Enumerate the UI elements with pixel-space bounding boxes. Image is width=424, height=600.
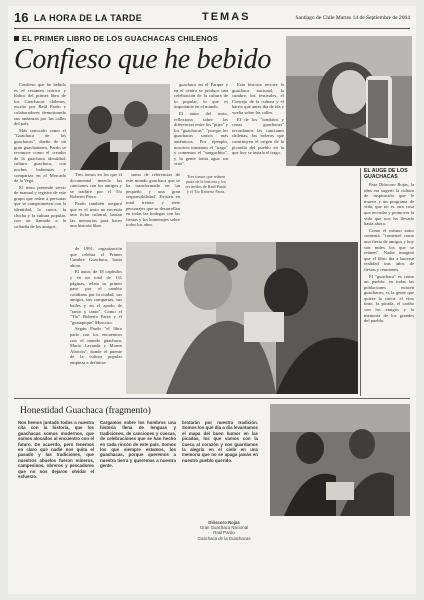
- poem-column-2: Cargamos sobre los hombros una historia llena de lenguas y tradiciones, de canciones y cuecas, de celebraciones que se han hecho en cada rincón de este país. Somos los que siempre estamos, los guachacas, porque queremos a nuestra tierra y queremos a nuestra gente.: [100, 420, 176, 469]
- paragraph: sumo de referencias de este mundo guachaca que se ha transformado en 'un pequeño y una gran responsabilidad'. Existen en total treinta y siete personajes que se desarrollan en todas las bodegas con las fiestas y los homenajes sobre todos los años.: [126, 172, 180, 228]
- article-column-6: [232, 82, 284, 242]
- paragraph: Más conocido como el "Guachaca de los guachacas", dueño de un gran guachatuneo, Pardo se reconoce como el creador de la guachaca identidad, cultura guachaca, con noches bohemias y comparsas en el Mercado de la Vega.: [14, 127, 66, 184]
- section-divider: [14, 398, 410, 399]
- date-line: Santiago de Chile Martes 14 de Septiembre de 2004: [295, 15, 410, 21]
- article-column-4: [126, 172, 180, 242]
- top-right-photo: [286, 36, 412, 166]
- photo-caption: Tres tomos que reúnen parte de la historia y los recuerdos de Raúl Pardo y el Tío Roberto Parra.: [185, 174, 227, 194]
- paragraph: guachaca en el Parque y en el centro se produce una celebración de la cultura de lo popular, lo que es importante en el mundo.: [174, 82, 228, 110]
- paragraph: Como el mismo autor comenta, "comenzó como una fiesta de amigos y hoy son miles los que se reúnen". Nadie imaginó que el libro iba a hacerse realidad tras años de fiestas y reuniones.: [364, 227, 414, 272]
- kicker-square-icon: [14, 36, 19, 41]
- paragraph: de 1991, organización que celebra el Primer Cumbre Guachaca, hasta ahora.: [70, 246, 122, 268]
- paragraph: Esta historia recorre la guachaca nacional, la cumbre, los festivales, el Concejo de la cultura y el barrio que antes iba de ida y vuelta sobre las calles.: [232, 82, 284, 115]
- signature-role: Gran Guachaca Nacional: [199, 525, 249, 531]
- kicker-text: EL PRIMER LIBRO DE LOS GUACHACAS CHILENOS: [22, 34, 218, 43]
- poem-title: Honestidad Guachaca (fragmento): [20, 406, 151, 416]
- sidebar-column: [364, 182, 414, 396]
- paragraph: Para Dióscoro Rojas, la idea era sugerir la cultura de inspiración que le mueve y un programa de vida, que no es otra cosa que recordar y promover la vida que nos ha llevado hasta ahora.: [364, 182, 414, 227]
- paragraph: El autor, de 18 capítulos y en un total de 131 páginas, relata su primer paso por el cambio cotidiano por la ciudad, sus amigos, sus comparsas, sus bailes y en el apodo de "tanto y tanto". Como el "Tío" Roberto Parra y el "guatapique" Moscoso.: [70, 269, 122, 325]
- signature-role: Raúl Pardo: [213, 530, 235, 536]
- newspaper-page: [8, 6, 416, 594]
- bottom-right-photo: [270, 404, 410, 516]
- paragraph: Pardo también aseguró que es el texto no necesita una ficha cultural, bastan las memorias para hacer una historia libre.: [70, 200, 122, 229]
- poem-signature: [184, 520, 264, 541]
- paragraph: El autor del texto, reflexiona sobre las diferencias entre los "pijes" y los "guachacas", "porque los guachacas somos más auténticos. Por ejemplo, nosotros tomamos el "trago" y comemos el "sanguchito", y la gente toma agua sin vino".: [174, 110, 228, 167]
- article-column-3: [70, 172, 122, 242]
- article-kicker: [14, 34, 218, 43]
- paragraph: El "guachaca" es como un pueblo: en todas las poblaciones existen guachacas; es la gente que quiere la cueca, el vino tinto, la picada, el cariño con los amigos y la memoria de los grandes del pueblo.: [364, 273, 414, 324]
- sidebar-title: EL AUGE DE LOS GUACHACAS: [364, 168, 408, 180]
- poem-column-1: Nos hemos juntado todos a nuestra cita con la historia, que los guachacas somos modernos, que somos alocados al encuentro con el futuro. De acuerdo, pero tenemos en claro que nadie nos quita el pasado y las tradiciones, que nuestros abuelos fueron mineros, campesinos, obreros y pescadores que no nos dejaron olvidar el esfuerzo.: [18, 420, 94, 480]
- signature-name: Dióscoro Rojas: [208, 520, 240, 525]
- newspaper-name: LA HORA DE LA TARDE: [34, 13, 143, 23]
- article-column-1: [14, 82, 66, 378]
- paragraph: Confieso que he bebido es el resumen teórico y lúdico del primer libro de los Guachacas chilenos, escrito por Raúl Pardo y colaboradores demostrando sus andanzas por las calles del país.: [14, 82, 66, 127]
- paragraph: El de los "tombitos y cenas guachacas" recordamos las canciones chilenas, las boleras que constituyen el origen de la picardía del pueblo en la que hoy se instala el trago.: [232, 116, 284, 156]
- paragraph: El texto pretende servir de manual y registro de este grupo que reúne a personas que se comprometen con la identidad, la cueca, la chicha y la cultura popular, con un llamado a la cofradía de los amigos.: [14, 184, 66, 229]
- signature-role: Guachaca de la Guachacas: [197, 535, 251, 541]
- page-number: 16: [14, 10, 29, 25]
- article-column-2: [70, 246, 122, 376]
- article-column-5: [174, 82, 228, 172]
- paragraph: Tres tomos en los que el documental mezcla las canciones con los amigos y se traduce por el Tío Roberto Parra.: [70, 172, 122, 200]
- paragraph: Según Pardo "el libro parte con los encuentros con el mundo guachaca, Mario Lavanda y Monse Alarcón", donde el puente de la cultura popular empieza a definirse.: [70, 326, 122, 365]
- middle-photo: [70, 84, 170, 170]
- section-name: TEMAS: [202, 11, 251, 23]
- article-headline: Confieso que he bebido: [14, 44, 272, 75]
- page-header: [14, 10, 410, 29]
- poem-column-3: brotarán por nuestra tradición. Somos los que día a día levantamos el mapa del buen humor en las picadas, los que vamos con la cueca al corazón y nos guardamos la alegría en el cielo en una memoria que no se apaga jamás en nuestro pueblo querido.: [182, 420, 258, 463]
- sidebar-divider: [360, 168, 361, 396]
- main-photo: [126, 242, 358, 394]
